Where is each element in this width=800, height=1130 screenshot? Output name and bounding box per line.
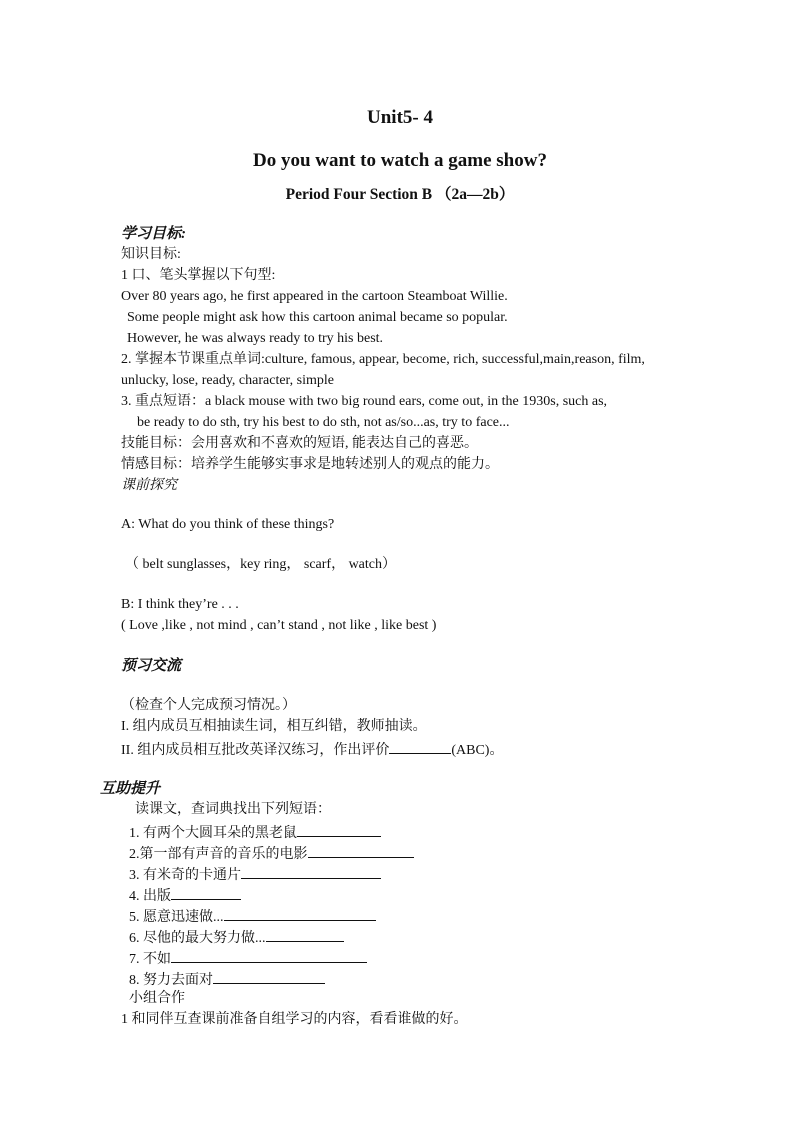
point-1: 1 口、笔头掌握以下句型: xyxy=(121,268,276,283)
answer-blank[interactable] xyxy=(308,843,414,858)
answer-blank[interactable] xyxy=(297,822,381,837)
preview-item-2-end: (ABC)。 xyxy=(451,743,504,758)
preclass-things: （ belt sunglasses，key ring， scarf， watch） xyxy=(125,557,396,572)
phrase-item: 1. 有两个大圆耳朵的黑老鼠 xyxy=(129,822,381,843)
sentence-3: However, he was always ready to try his best. xyxy=(127,331,384,346)
point-2-line-2: unlucky, lose, ready, character, simple xyxy=(121,373,334,388)
preview-heading: 预习交流 xyxy=(121,658,182,674)
preview-item-2 xyxy=(121,739,503,760)
lesson-title: Do you want to watch a game show? xyxy=(253,150,547,171)
phrase-item: 4. 出版 xyxy=(129,885,241,906)
mutual-heading: 互助提升 xyxy=(100,781,161,797)
group-task: 1 和同伴互查课前准备自组学习的内容，看看谁做的好。 xyxy=(121,1012,468,1027)
preclass-heading: 课前探究 xyxy=(121,478,177,493)
mutual-intro: 读课文，查词典找出下列短语： xyxy=(135,802,331,817)
point-3-line-2: be ready to do sth, try his best to do sth, not as/so...as, try to face... xyxy=(137,415,510,430)
objectives-heading: 学习目标: xyxy=(121,226,186,242)
point-2-line-1: 2. 掌握本节课重点单词:culture, famous, appear, become, rich, successful,main,reason, film, xyxy=(121,352,645,367)
skill-objective: 技能目标：会用喜欢和不喜欢的短语, 能表达自己的喜恶。 xyxy=(121,436,478,451)
answer-blank[interactable] xyxy=(389,739,451,754)
preclass-question: A: What do you think of these things? xyxy=(121,517,335,532)
sentence-1: Over 80 years ago, he first appeared in the cartoon Steamboat Willie. xyxy=(121,289,508,304)
point-3-line-1: 3. 重点短语：a black mouse with two big round ears, come out, in the 1930s, such as, xyxy=(121,394,608,409)
knowledge-label: 知识目标: xyxy=(121,247,181,262)
phrase-item: 8. 努力去面对 xyxy=(129,969,325,990)
answer-blank[interactable] xyxy=(224,906,376,921)
unit-title: Unit5- 4 xyxy=(367,107,433,128)
preclass-answer: B: I think they’re . . . xyxy=(121,597,239,612)
answer-blank[interactable] xyxy=(171,885,241,900)
preview-check: （检查个人完成预习情况。） xyxy=(121,698,296,713)
answer-blank[interactable] xyxy=(171,948,367,963)
answer-blank[interactable] xyxy=(213,969,325,984)
preview-item-2-text: II. 组内成员相互批改英译汉练习，作出评价 xyxy=(121,743,390,758)
sentence-2: Some people might ask how this cartoon animal became so popular. xyxy=(127,310,508,325)
answer-blank[interactable] xyxy=(266,927,344,942)
preclass-options: ( Love ,like , not mind , can’t stand , not like , like best ) xyxy=(121,618,437,633)
phrase-item: 6. 尽他的最大努力做... xyxy=(129,927,344,948)
preview-item-1: I. 组内成员互相抽读生词，相互纠错，教师抽读。 xyxy=(121,719,427,734)
group-label: 小组合作 xyxy=(129,991,185,1006)
phrase-item: 2.第一部有声音的音乐的电影 xyxy=(129,843,414,864)
phrase-item: 7. 不如 xyxy=(129,948,367,969)
phrase-item: 3. 有米奇的卡通片 xyxy=(129,864,381,885)
phrase-item: 5. 愿意迅速做... xyxy=(129,906,376,927)
period-title: Period Four Section B （2a—2b） xyxy=(285,186,515,203)
emotion-objective: 情感目标：培养学生能够实事求是地转述别人的观点的能力。 xyxy=(121,457,499,472)
answer-blank[interactable] xyxy=(241,864,381,879)
